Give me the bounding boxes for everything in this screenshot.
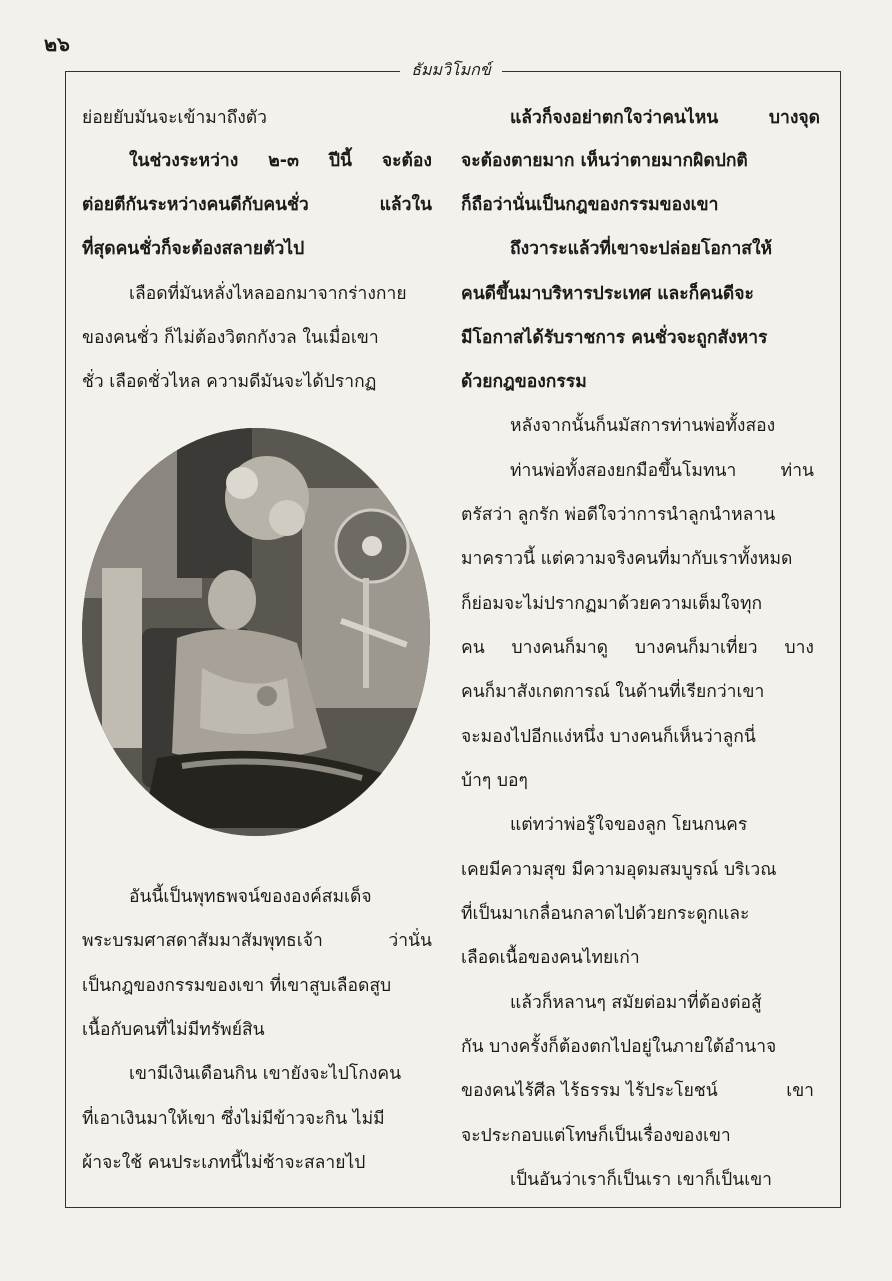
text-segment: จะต้อง	[381, 151, 432, 171]
paragraph-line: คนดีขึ้นมาบริหารประเทศ และก็คนดีจะ	[461, 284, 754, 304]
text-segment: ๒-๓	[268, 151, 299, 171]
paragraph-line: เนื้อกับคนที่ไม่มีทรัพย์สิน	[82, 1020, 265, 1040]
paragraph-line	[510, 106, 820, 130]
running-header: ธัมมวิโมกข์	[411, 60, 491, 79]
paragraph-line: ย่อยยับมันจะเข้ามาถึงตัว	[82, 108, 267, 128]
text-segment: ว่านั่น	[388, 931, 432, 951]
paragraph-line: ก็ย่อมจะไม่ปรากฏมาด้วยความเต็มใจทุก	[461, 594, 763, 614]
paragraph-line: ตรัสว่า ลูกรัก พ่อดีใจว่าการนำลูกนำหลาน	[461, 505, 776, 525]
paragraph-line: ถึงวาระแล้วที่เขาจะปล่อยโอกาสให้	[510, 239, 773, 259]
paragraph-line: ที่สุดคนชั่วก็จะต้องสลายตัวไป	[82, 239, 305, 259]
text-segment: ในช่วงระหว่าง	[129, 151, 239, 171]
text-segment: เขา	[786, 1081, 814, 1101]
paragraph-line	[510, 459, 814, 483]
paragraph-line: คนก็มาสังเกตการณ์ ในด้านที่เรียกว่าเขา	[461, 682, 765, 702]
paragraph-line: ชั่ว เลือดชั่วไหล ความดีมันจะได้ปรากฏ	[82, 372, 377, 392]
text-segment: พระบรมศาสดาสัมมาสัมพุทธเจ้า	[82, 931, 323, 951]
paragraph-line	[129, 149, 432, 173]
paragraph-line: แต่ทว่าพ่อรู้ใจของลูก โยนกนคร	[510, 815, 748, 835]
paragraph-line: อันนี้เป็นพุทธพจน์ขององค์สมเด็จ	[129, 887, 372, 907]
text-segment: บาง	[784, 638, 814, 658]
paragraph-line: กัน บางครั้งก็ต้องตกไปอยู่ในภายใต้อำนาจ	[461, 1037, 777, 1057]
text-segment: บางจุด	[768, 108, 820, 128]
text-segment: ต่อยตีกันระหว่างคนดีกับคนชั่ว	[82, 195, 309, 215]
paragraph-line: เลือดที่มันหลั่งไหลออกมาจากร่างกาย	[129, 284, 407, 304]
page-number: ๒๖	[44, 32, 70, 56]
paragraph-line: ผ้าจะใช้ คนประเภทนี้ไม่ช้าจะสลายไป	[82, 1153, 366, 1173]
paragraph-line: เป็นกฎของกรรมของเขา ที่เขาสูบเลือดสูบ	[82, 976, 392, 996]
monk-photo	[82, 428, 430, 836]
text-segment: แล้วใน	[379, 195, 432, 215]
paragraph-line: แล้วก็หลานๆ สมัยต่อมาที่ต้องต่อสู้	[510, 993, 762, 1013]
text-segment: ของคนไร้ศีล ไร้ธรรม ไร้ประโยชน์	[461, 1081, 718, 1101]
paragraph-line: บ้าๆ บอๆ	[461, 771, 528, 791]
paragraph-line: เคยมีความสุข มีความอุดมสมบูรณ์ บริเวณ	[461, 860, 777, 880]
paragraph-line: เลือดเนื้อของคนไทยเก่า	[461, 948, 640, 968]
paragraph-line: จะต้องตายมาก เห็นว่าตายมากผิดปกติ	[461, 151, 748, 171]
text-segment: บางคนก็มาดู	[511, 638, 609, 658]
paragraph-line: ที่เป็นมาเกลื่อนกลาดไปด้วยกระดูกและ	[461, 904, 750, 924]
paragraph-line: เขามีเงินเดือนกิน เขายังจะไปโกงคน	[129, 1064, 402, 1084]
paragraph-line: จะมองไปอีกแง่หนึ่ง บางคนก็เห็นว่าลูกนี่	[461, 727, 756, 747]
paragraph-line: ของคนชั่ว ก็ไม่ต้องวิตกกังวล ในเมื่อเขา	[82, 328, 379, 348]
paragraph-line: เป็นอันว่าเราก็เป็นเรา เขาก็เป็นเขา	[510, 1170, 772, 1190]
paragraph-line: ด้วยกฎของกรรม	[461, 372, 587, 392]
paragraph-line	[461, 636, 814, 660]
text-segment: บางคนก็มาเที่ยว	[634, 638, 758, 658]
paragraph-line	[82, 193, 432, 217]
paragraph-line: ที่เอาเงินมาให้เขา ซึ่งไม่มีข้าวจะกิน ไม่มี	[82, 1109, 385, 1129]
paragraph-line	[82, 929, 432, 953]
text-segment: ท่าน	[780, 461, 814, 481]
paragraph-line: จะประกอบแต่โทษก็เป็นเรื่องของเขา	[461, 1126, 731, 1146]
paragraph-line: ก็ถือว่านั่นเป็นกฎของกรรมของเขา	[461, 195, 719, 215]
text-segment: คน	[461, 638, 485, 658]
text-segment: แล้วก็จงอย่าตกใจว่าคนไหน	[510, 108, 719, 128]
text-segment: ท่านพ่อทั้งสองยกมือขึ้นโมทนา	[510, 461, 737, 481]
paragraph-line	[461, 1079, 814, 1103]
monk-photo-icon	[82, 428, 430, 836]
paragraph-line: มาคราวนี้ แต่ความจริงคนที่มากับเราทั้งหมด	[461, 549, 793, 569]
paragraph-line: หลังจากนั้นก็นมัสการท่านพ่อทั้งสอง	[510, 416, 776, 436]
paragraph-line: มีโอกาสได้รับราชการ คนชั่วจะถูกสังหาร	[461, 328, 768, 348]
text-segment: ปีนี้	[328, 151, 352, 171]
